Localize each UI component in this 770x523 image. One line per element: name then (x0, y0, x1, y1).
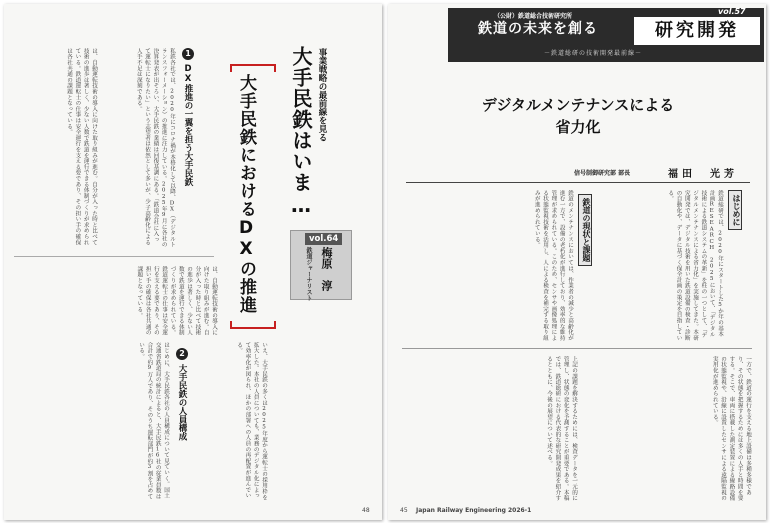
series-tagline: －鉄道総研の技術開発最前線－ (543, 50, 642, 57)
section-heading-2: 大手民鉄の人員構成 (177, 364, 187, 441)
body-column: 上記の課題を解決するためには、検査データを一元的に管理し、状態の変化を予測することが重要である。本稿では、鉄道総研における代表的な研究開発成果を紹介するとともに、今後の展望について述べる。 (546, 356, 577, 501)
body-column: 鉄道のメンテナンスにおいては、作業者の減少と高齢化が進む一方で、設備の老朽化が進行しており、効率的な維持管理が求められている。このため、センサや画像処理による状態監視技術を活用し、人による検査を補完する取り組みが進められている。 (533, 190, 573, 341)
page-title: 大手民鉄はいま… (289, 46, 313, 218)
section-number-2: 2 (176, 348, 188, 360)
author-name: 梅原 淳 (320, 247, 333, 291)
series-box (290, 230, 352, 300)
body-column: 鉄道総研では、2020年にスタートした5か年の基本計画RESEARCH 2025において、「デジタル技術による鉄道システムの革新」を柱の一つとして、「デジタルメンテナンスによる省力化」を実施してきた。本研究開発では、デジタル技術を用いた鉄道設備の検査・診断の自動化や、データに基づく保全計画の策定を目指している。 (667, 190, 723, 341)
section-number-1: 1 (182, 48, 194, 60)
author-name: 福田 光芳 (668, 169, 738, 180)
journal-footer: Japan Railway Engineering 2026-1 (416, 507, 532, 514)
divider (402, 348, 752, 349)
organization: （公財）鉄道総合技術研究所 (494, 13, 573, 20)
section-heading-2: 鉄道の現状と課題 (578, 194, 592, 266)
body-column: いえ、大手民鉄の多くは2025年度から運転士の採用枠を拡大した。本社の人員についても、業務のデジタル化によって効率化が図られ、ほかの部署への人員の再配置が進んでいる。 (236, 342, 267, 501)
body-column: はじめに、大手民鉄各社の人員構成について見ていく。国土交通省鉄道局の統計によると、大手民鉄16社の従業員数は合計で約9万人であり、そのうち運転部門が約3割を占めている。 (138, 342, 169, 500)
body-column: は、自動運転技術の導入に向けた取り組みが進む。自分が入った時と比べて技術の進歩は著しく、少ない人数で鉄道を運行できる体制づくりが求められている。鉄道運転士の仕事は安全運行を支える要であり、その担い手の確保は各社共通の課題となっている。 (66, 48, 97, 246)
series-label: 研究開発 (634, 17, 760, 45)
page-number: 45 (400, 507, 408, 514)
title-bracket-bottom (230, 321, 276, 329)
series-header (448, 8, 764, 62)
series-name: 鉄道の未来を創る (478, 21, 598, 37)
body-column: は、自動運転技術の導入に向けた取り組みが進む。自分が入った時と比べて技術の進歩は著しく、少ない人数で鉄道を運行できる体制づくりが求められている。鉄道運転士の仕事は安全運行を支える要であり、その担い手の確保は各社共通の課題となっている。 (136, 266, 217, 336)
section-heading-1: DX推進の一翼を担う大手民鉄 (183, 64, 193, 186)
left-page (4, 4, 382, 520)
right-page (388, 4, 766, 520)
body-column: 一方で、鉄道の運行を支える地上設備は多種多様であり、その状態を把握するためには多くの人手と時間を要する。そこで、車両に搭載した測定装置による線路設備の状態監視や、沿線に設置したセンサによる遠隔監視の実用化が進められている。 (711, 356, 751, 501)
article-subtitle: 大手民鉄におけるDXの推進 (236, 74, 256, 314)
article-title-line1: デジタルメンテナンスによる (481, 96, 675, 114)
title-bracket-top (230, 64, 276, 72)
series-volume: vol.57 (718, 7, 746, 16)
kicker: 事業戦略の最前線を見る (317, 48, 327, 142)
body-column: 私鉄各社では、2020年にコロナ禍が本格化して以降、DX（デジタルトランスフォーメーション）の推進に注力している。2025年9月に各社の決算発表が出そろい、大手民鉄の業績は回復基調にある。「鉄道会社に入って運転士になりたい」という志望者は依然として多いが、少子高齢化による人手不足は深刻である。 (135, 48, 175, 248)
divider (406, 182, 750, 183)
article-title-line2: 省力化 (555, 118, 601, 136)
author-role: 鉄道ジャーナリスト (305, 247, 312, 301)
divider (14, 256, 214, 257)
section-heading-1: はじめに (728, 190, 742, 230)
author-affiliation: 信号制御研究部 部長 (574, 170, 631, 177)
page-number: 48 (362, 507, 370, 514)
article-title (428, 94, 728, 138)
series-volume: vol.64 (305, 233, 342, 245)
